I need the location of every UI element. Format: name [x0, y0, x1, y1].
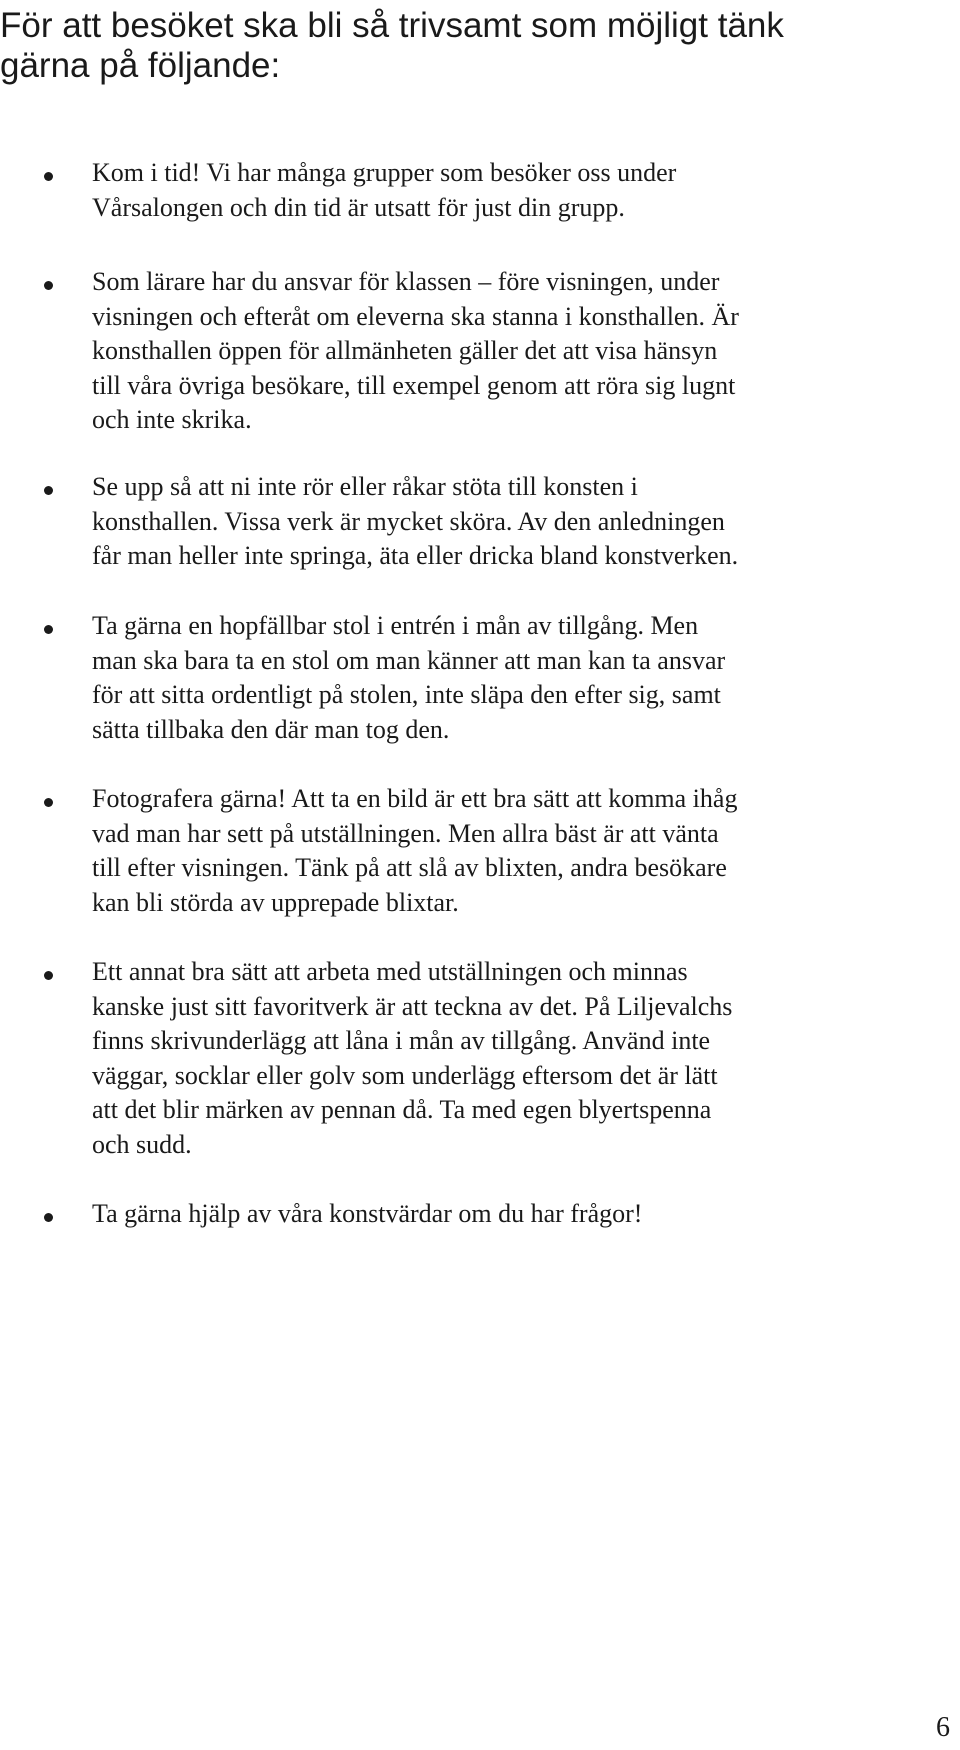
- bullet-icon: [44, 625, 53, 634]
- text-line: Kom i tid! Vi har många grupper som besöker oss under: [92, 158, 677, 187]
- text-line: man ska bara ta en stol om man känner att man kan ta ansvar: [92, 645, 726, 675]
- text-line: får man heller inte springa, äta eller dricka bland konstverken.: [92, 541, 739, 570]
- list-item-text: [92, 1197, 950, 1232]
- page-number: 6: [936, 1712, 950, 1743]
- text-line: Fotografera gärna! Att ta en bild är ett bra sätt att komma ihåg: [92, 784, 738, 813]
- bullet-icon: [44, 486, 53, 495]
- text-line: för att sitta ordentligt på stolen, inte släpa den efter sig, samt: [92, 680, 721, 709]
- bullet-icon: [44, 172, 53, 181]
- text-line: finns skrivunderlägg att låna i mån av tillgång. Använd inte: [92, 1026, 711, 1055]
- bullet-icon: [44, 971, 53, 980]
- text-line: kan bli störda av upprepade blixtar.: [92, 887, 459, 917]
- text-line: konsthallen. Vissa verk är mycket sköra. Av den anledningen: [92, 506, 725, 536]
- heading-line: gärna på följande:: [0, 46, 281, 85]
- heading-line: För att besöket ska bli så trivsamt som möjligt tänk: [0, 6, 784, 45]
- list-item-text: [92, 609, 950, 747]
- text-line: till efter visningen. Tänk på att slå av blixten, andra besökare: [92, 853, 727, 882]
- text-line: Vårsalongen och din tid är utsatt för just din grupp.: [92, 192, 625, 222]
- text-line: visningen och efteråt om eleverna ska stanna i konsthallen. Är: [92, 301, 739, 331]
- bullet-icon: [44, 798, 53, 807]
- text-line: konsthallen öppen för allmänheten gäller det att visa hänsyn: [92, 336, 718, 365]
- text-line: Se upp så att ni inte rör eller råkar stöta till konsten i: [92, 472, 638, 501]
- text-line: kanske just sitt favoritverk är att teckna av det. På Liljevalchs: [92, 991, 733, 1021]
- list-item-text: [92, 782, 950, 920]
- list-item-text: [92, 265, 950, 438]
- text-line: Ta gärna en hopfällbar stol i entrén i mån av tillgång. Men: [92, 611, 699, 640]
- list-item-text: [92, 470, 950, 574]
- text-line: vad man har sett på utställningen. Men allra bäst är att vänta: [92, 818, 719, 848]
- bullet-icon: [44, 281, 53, 290]
- text-line: och inte skrika.: [92, 405, 252, 434]
- text-line: väggar, socklar eller golv som underlägg eftersom det är lätt: [92, 1060, 718, 1090]
- page-heading: [0, 6, 960, 86]
- text-line: Som lärare har du ansvar för klassen – före visningen, under: [92, 267, 720, 296]
- text-line: och sudd.: [92, 1129, 192, 1159]
- bullet-icon: [44, 1213, 53, 1222]
- text-line: till våra övriga besökare, till exempel genom att röra sig lugnt: [92, 370, 736, 400]
- text-line: att det blir märken av pennan då. Ta med egen blyertspenna: [92, 1095, 712, 1124]
- text-line: Ett annat bra sätt att arbeta med utställningen och minnas: [92, 957, 688, 986]
- list-item-text: [92, 955, 950, 1162]
- text-line: sätta tillbaka den där man tog den.: [92, 714, 450, 744]
- list-item-text: [92, 156, 950, 225]
- text-line: Ta gärna hjälp av våra konstvärdar om du har frågor!: [92, 1199, 643, 1228]
